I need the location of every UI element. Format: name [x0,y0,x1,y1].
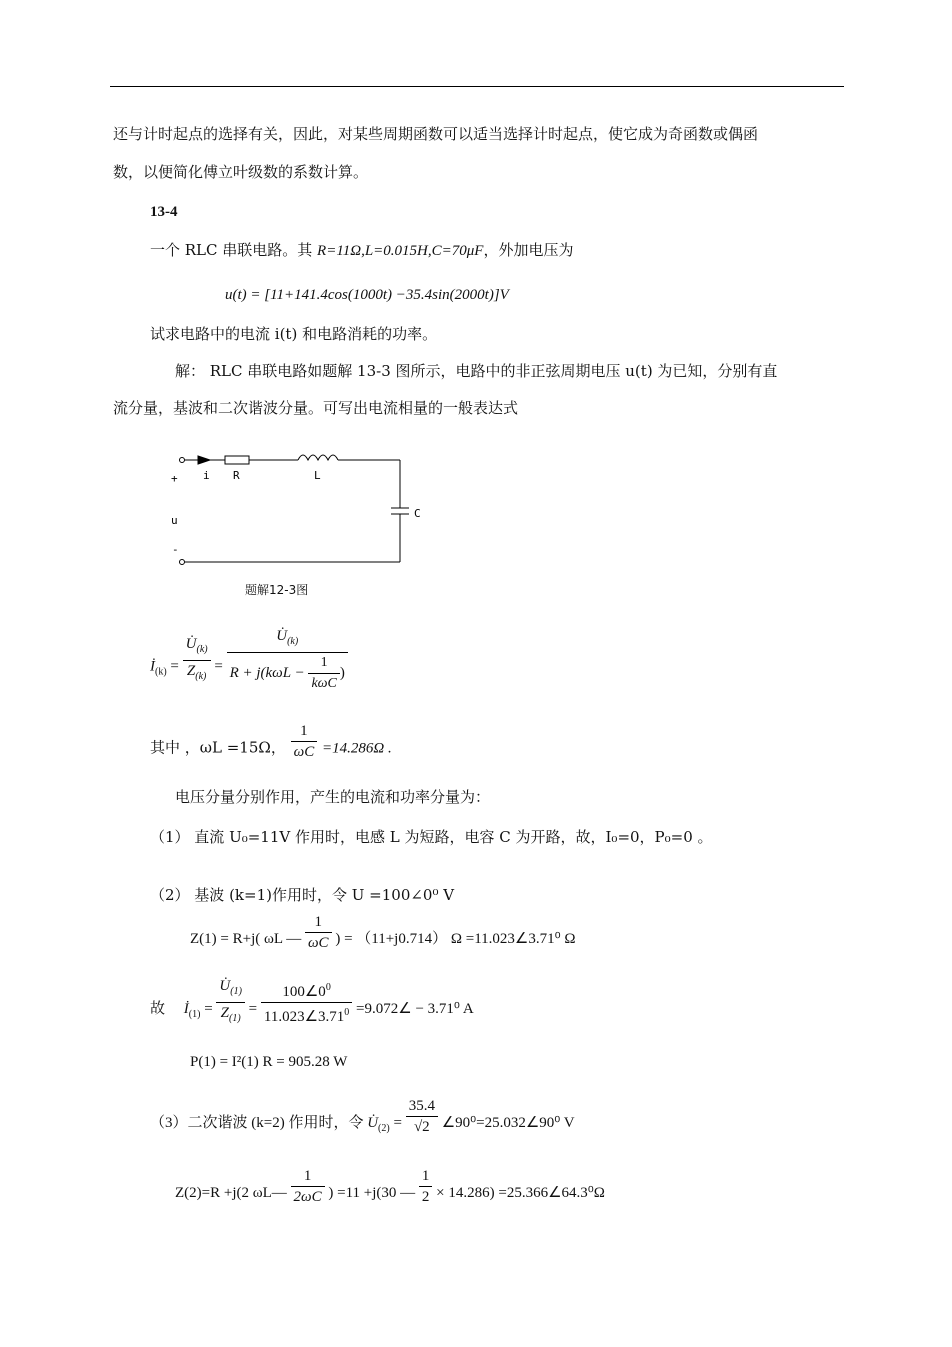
z2-line: Z(2)=R +j(2 ωL— $\frac{1}{2\omega C}$ ) =11 +j(30 — $\frac{1}{2}$ × 14.286) =25.366∠64.3⁰Ω [175,1168,605,1205]
rlc-circuit-diagram [165,445,425,585]
second-harmonic-line: （3）二次谐波 (k=2) 作用时，令 $U̇_{(2)}$ = $\frac{35.4}{√2}$ ∠90⁰=25.032∠90⁰ V [150,1098,575,1135]
i1-result: =9.072∠ − 3.71⁰ A [356,1000,474,1017]
current-phasor-formula: $İ_{(k)}$ = $\frac{U̇_{(k)}}{Z_{(k)}}$ = $U̇_{(k)}$ R + j(kωL − $\frac{1}{\text{kωC}}$ ) [150,640,348,694]
where-line [150,723,392,762]
where-text: 其中 ，ωL =15Ω， [150,738,286,757]
header-rule [110,86,844,87]
i-label: i [203,469,210,482]
i1-line: 故 $İ_{(1)}$ = $\frac{U̇_{(1)}}{Z_{(1)}}$ = $\frac{100\angle 0^0}{11.023\angle 3.71^0}$ =9.072∠ − 3.71⁰ A [150,990,474,1029]
l-label: L [314,469,321,482]
z1-text-a: Z(1) = R+j( ωL — [190,930,302,947]
i1-prefix: 故 [150,1000,166,1017]
inv-omega-c-fraction: $\frac{1}{\omega C}$ [291,721,318,762]
z2-text-a: Z(2)=R +j(2 ωL— [175,1184,287,1201]
problem-statement [150,240,573,261]
p1-line: P(1) = I²(1) R = 905.28 W [190,1054,348,1070]
z2-text-c: × 14.286) =25.366∠64.3⁰Ω [436,1184,605,1201]
voltage-equation: u(t) = [11+141.4cos(1000t) −35.4sin(2000t)]V [225,287,509,303]
where-value: =14.286Ω . [322,740,392,757]
plus-label: + [171,472,178,485]
c-label: C [414,507,421,520]
z1-line: Z(1) = R+j( ωL — $\frac{1}{\omega C}$ ) = （11+j0.714） Ω =11.023∠3.71⁰ Ω [190,914,576,951]
dc-line: （1） 直流 U₀=11V 作用时，电感 L 为短路，电容 C 为开路，故，I₀=0，P₀=0 。 [150,828,713,846]
figure-caption: 题解12-3图 [245,583,309,597]
intro-line-2: 数，以便简化傅立叶级数的系数计算。 [113,163,369,181]
r-label: R [233,469,240,482]
problem-params: R=11Ω,L=0.015H,C=70μF [317,243,484,259]
z1-text-b: ) = （11+j0.714） Ω =11.023∠3.71⁰ Ω [335,930,576,947]
solution-line-1: 解： RLC 串联电路如题解 13-3 图所示，电路中的非正弦周期电压 u(t) 为已知，分别有直 [175,362,778,380]
question: 试求电路中的电流 i(t) 和电路消耗的功率。 [150,325,438,343]
components-line: 电压分量分别作用，产生的电流和功率分量为： [175,788,491,806]
second-text-a: （3）二次谐波 (k=2) 作用时，令 [150,1114,364,1131]
resistor-symbol [225,456,249,464]
terminal-top [180,458,185,463]
problem-text-b: ，外加电压为 [483,241,574,259]
intro-line-1: 还与计时起点的选择有关，因此，对某些周期函数可以适当选择计时起点，使它成为奇函数或偶函 [113,125,759,143]
u-label: u [171,514,178,527]
minus-label: - [172,543,179,556]
inductor-symbol [298,455,338,460]
problem-number: 13-4 [150,204,178,220]
problem-text-a: 一个 RLC 串联电路。其 [150,241,318,259]
current-arrow-icon [198,456,210,464]
fundamental-line: （2） 基波 (k=1)作用时，令 U =100∠0⁰ V [150,886,455,904]
second-text-b: ∠90⁰=25.032∠90⁰ V [441,1114,575,1131]
terminal-bottom [180,560,185,565]
z2-text-b: ) =11 +j(30 — [328,1184,416,1201]
solution-line-2: 流分量，基波和二次谐波分量。可写出电流相量的一般表达式 [113,399,519,417]
